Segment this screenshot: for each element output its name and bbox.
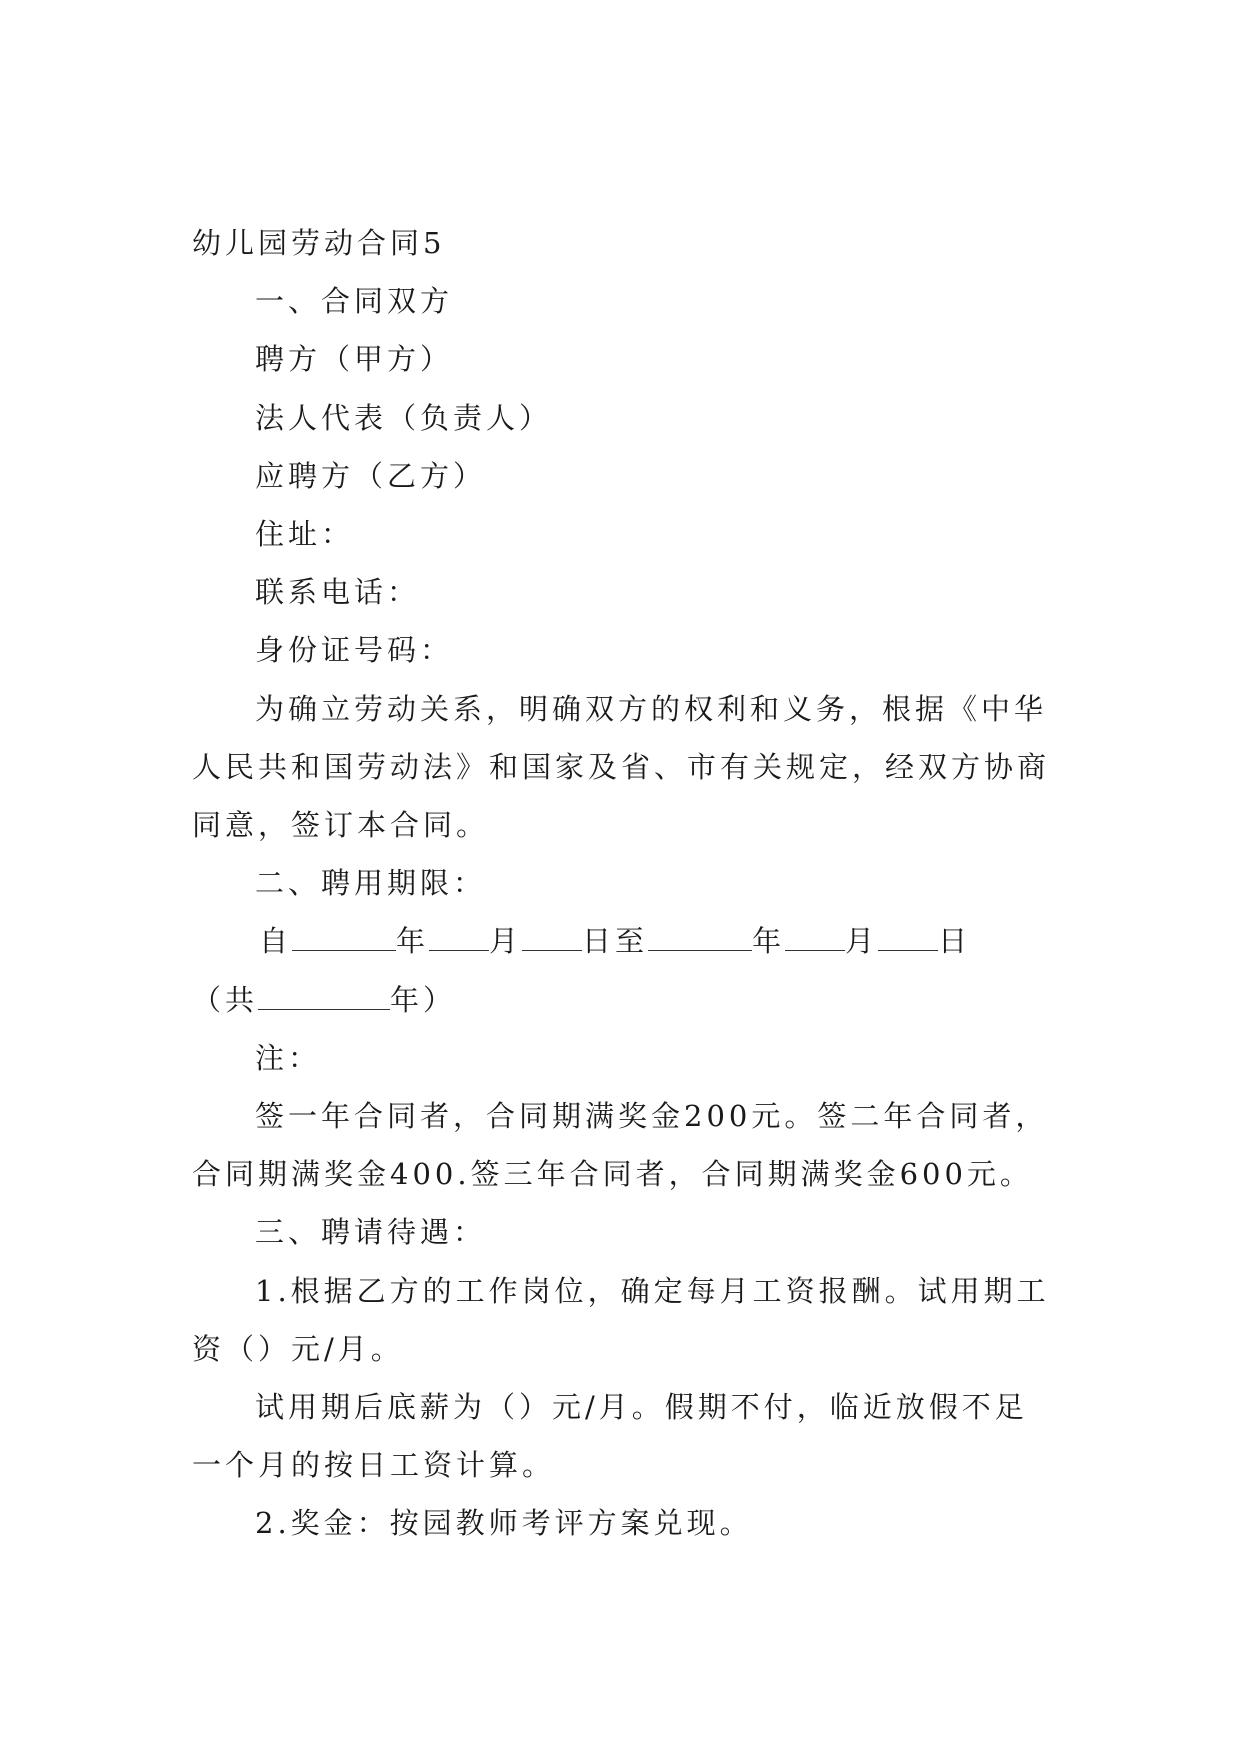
- legal-rep-label: 法人代表（负责人）: [255, 400, 553, 435]
- address-label: 住址：: [255, 517, 355, 552]
- document-title: 幼儿园劳动合同5: [192, 226, 446, 260]
- end-year-blank: [648, 928, 752, 951]
- end-month-blank: [785, 928, 845, 951]
- term-total-row: [192, 971, 1052, 1029]
- benefit-line: 试用期后底薪为（）元/月。假期不付，临近放假不足: [255, 1390, 1028, 1425]
- note-line: 合同期满奖金400.签三年合同者，合同期满奖金600元。: [192, 1157, 1033, 1192]
- term-year-word-2: 年: [752, 924, 786, 959]
- benefit-1b-paragraph: [192, 1378, 1052, 1494]
- end-day-blank: [878, 928, 938, 951]
- term-year-word: 年: [396, 924, 430, 959]
- benefit-line: 一个月的按日工资计算。: [192, 1448, 556, 1483]
- note-heading: 注：: [255, 1040, 322, 1075]
- start-month-blank: [429, 928, 489, 951]
- term-total-open: （共: [192, 982, 259, 1017]
- term-date-row: [192, 912, 1052, 970]
- benefits-heading: 三、聘请待遇：: [255, 1215, 487, 1250]
- term-month-word-2: 月: [845, 924, 879, 959]
- note-paragraph: [192, 1087, 1052, 1203]
- parties-heading: 一、合同双方: [255, 284, 454, 319]
- preamble-line: 同意，签订本合同。: [192, 808, 490, 843]
- term-day-to-word: 日至: [582, 924, 649, 959]
- start-year-blank: [292, 928, 396, 951]
- benefit-1-paragraph: [192, 1262, 1052, 1378]
- id-number-label: 身份证号码：: [255, 633, 454, 668]
- benefit-line: 资（）元/月。: [192, 1331, 404, 1366]
- term-day-word: 日: [938, 924, 972, 959]
- preamble-paragraph: [192, 680, 1052, 855]
- preamble-line: 人民共和国劳动法》和国家及省、市有关规定，经双方协商: [192, 749, 1051, 784]
- total-years-blank: [258, 987, 390, 1010]
- employer-label: 聘方（甲方）: [255, 342, 454, 377]
- term-month-word: 月: [489, 924, 523, 959]
- preamble-line: 为确立劳动关系，明确双方的权利和义务，根据《中华: [255, 691, 1048, 726]
- phone-label: 联系电话：: [255, 575, 421, 610]
- document-body: [192, 214, 1052, 1553]
- term-from-word: 自: [259, 924, 293, 959]
- benefit-line: 1.根据乙方的工作岗位，确定每月工资报酬。试用期工: [255, 1273, 1050, 1308]
- employee-label: 应聘方（乙方）: [255, 458, 487, 493]
- note-line: 签一年合同者，合同期满奖金200元。签二年合同者，: [255, 1099, 1049, 1134]
- term-total-close: 年）: [390, 982, 457, 1017]
- term-heading: 二、聘用期限：: [255, 866, 487, 901]
- start-day-blank: [522, 928, 582, 951]
- benefit-2-line: 2.奖金：按园教师考评方案兑现。: [255, 1506, 753, 1541]
